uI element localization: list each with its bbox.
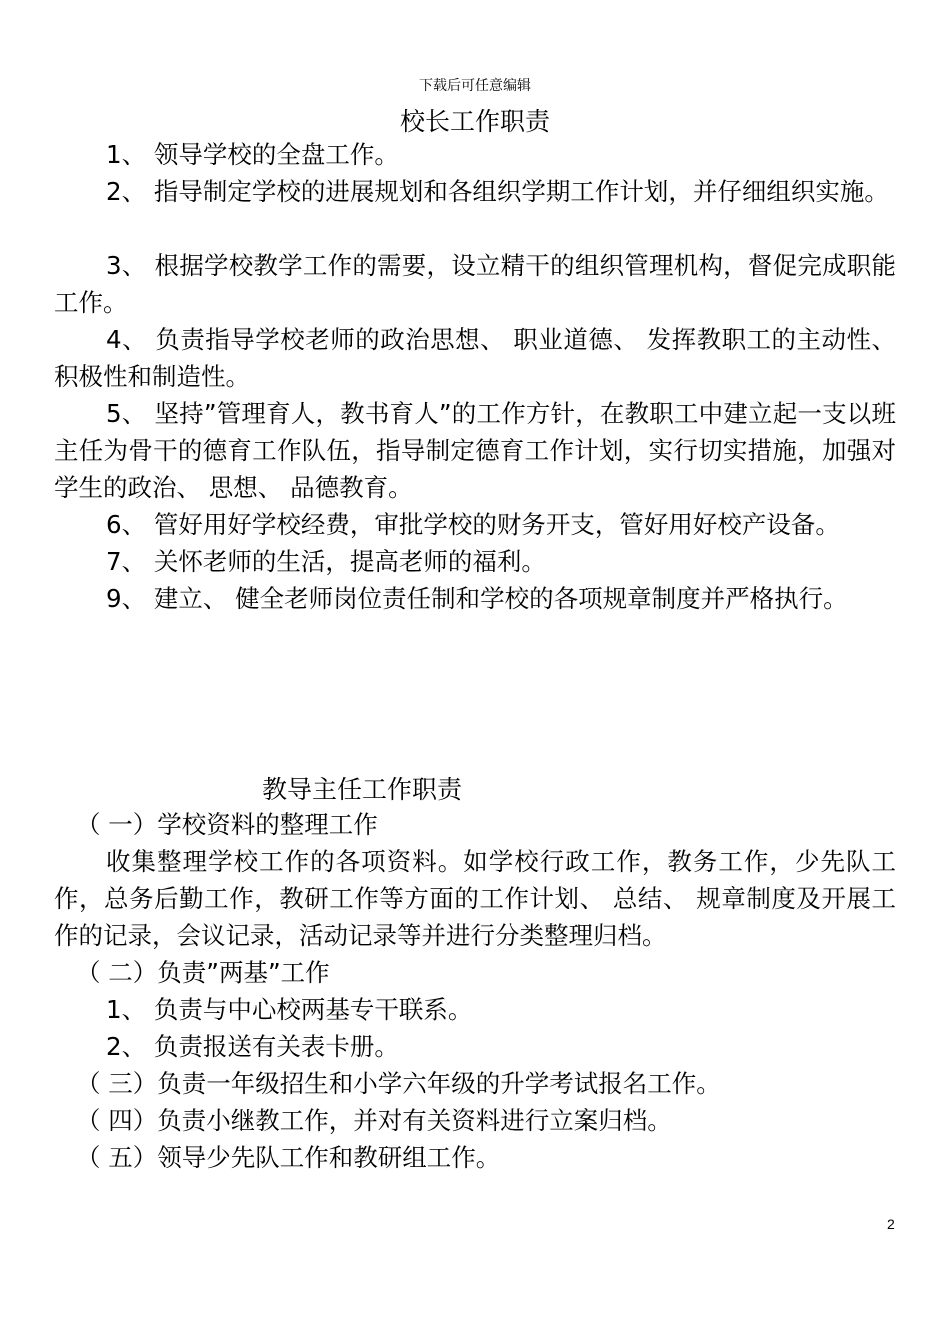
section2-item3: （ 三）负责一年级招生和小学六年级的升学考试报名工作。 xyxy=(76,1069,721,1098)
section2-item2-sub1: 1、 负责与中心校两基专干联系。 xyxy=(106,995,473,1024)
section2-item2-heading: （ 二）负责”两基”工作 xyxy=(76,958,330,987)
duty-item-1: 1、 领导学校的全盘工作。 xyxy=(106,140,399,169)
duty-item-4: 4、 负责指导学校老师的政治思想、 职业道德、 发挥教职工的主动性、 积极性和制造性。 xyxy=(54,325,896,391)
section1-title: 校长工作职责 xyxy=(399,107,550,136)
section2-title: 教导主任工作职责 xyxy=(262,775,463,804)
duty-item-6: 6、 管好用好学校经费，审批学校的财务开支，管好用好校产设备。 xyxy=(106,510,840,539)
duty-item-5: 5、 坚持”管理育人，教书育人”的工作方针，在教职工中建立起一支以班主任为骨干的德育工作队伍，指导制定德育工作计划，实行切实措施，加强对学生的政治、 思想、 品德教育。 xyxy=(54,399,896,502)
duty-item-7: 7、 关怀老师的生活，提高老师的福利。 xyxy=(106,547,546,576)
duty-item-2: 2、 指导制定学校的进展规划和各组织学期工作计划，并仔细组织实施。 xyxy=(106,177,889,206)
section2-item1-body: 收集整理学校工作的各项资料。如学校行政工作，教务工作，少先队工作，总务后勤工作，教研工作等方面的工作计划、 总结、 规章制度及开展工作的记录，会议记录，活动记录等并进行分类整理归档。 xyxy=(54,847,896,950)
section2-item2-sub2: 2、 负责报送有关表卡册。 xyxy=(106,1032,399,1061)
section2-item5: （ 五）领导少先队工作和教研组工作。 xyxy=(76,1143,501,1172)
page-number: 2 xyxy=(887,1216,895,1232)
section2-item4: （ 四）负责小继教工作，并对有关资料进行立案归档。 xyxy=(76,1106,672,1135)
section2-item1-heading: （ 一）学校资料的整理工作 xyxy=(76,810,378,839)
duty-item-9: 9、 建立、 健全老师岗位责任制和学校的各项规章制度并严格执行。 xyxy=(106,584,848,613)
page-header-note: 下载后可任意编辑 xyxy=(419,78,531,94)
duty-item-3: 3、 根据学校教学工作的需要，设立精干的组织管理机构，督促完成职能工作。 xyxy=(54,251,896,317)
